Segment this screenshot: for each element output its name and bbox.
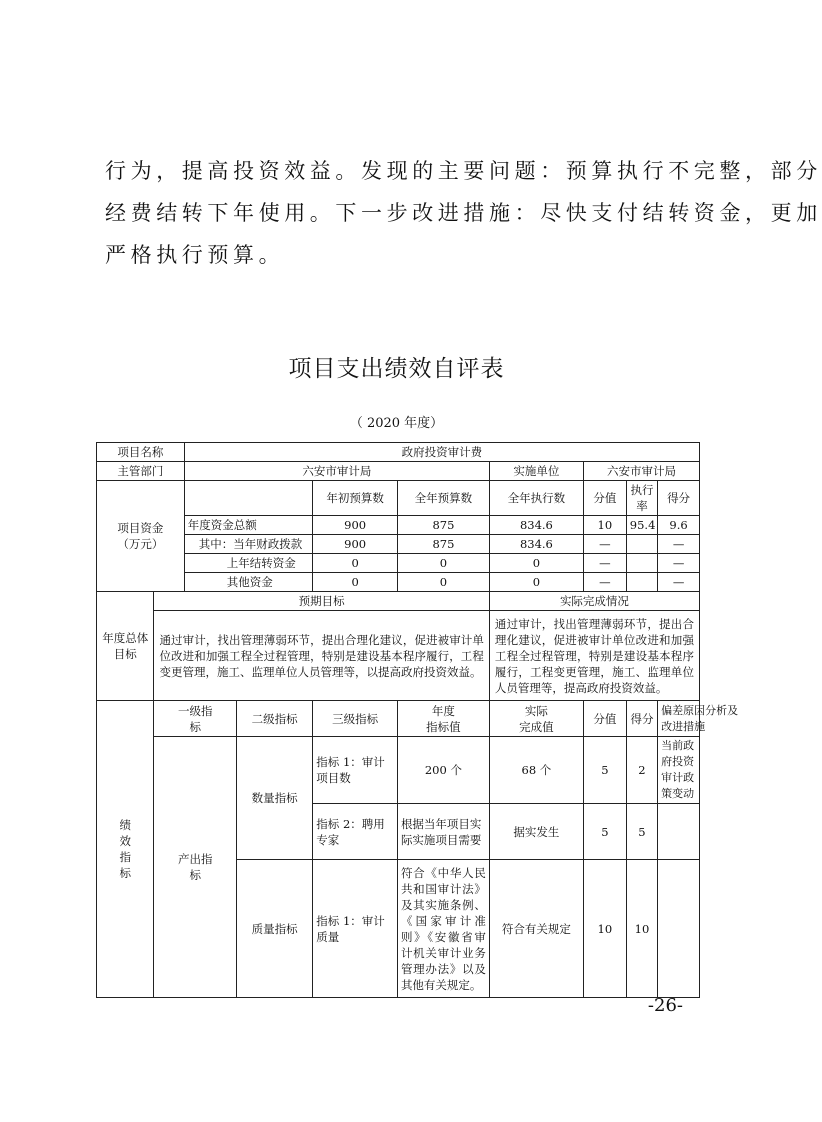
actual-text: 通过审计，找出管理薄弱环节，提出合理化建议，促进被审计单位改进和加强工程全过程管理，特别是建设基本程序履行，工程变更管理，施工、监理单位人员管理等，提高政府投资效益。 (489, 611, 699, 701)
fund-row-label: 其中：当年财政拨款 (184, 535, 313, 554)
table-row (97, 516, 700, 535)
fund-cell (626, 554, 657, 573)
fund-header: 得分 (658, 481, 700, 516)
note-cell (658, 804, 700, 860)
fund-cell: 10 (583, 516, 626, 535)
fund-cell: 0 (397, 554, 489, 573)
fund-header: 全年预算数 (397, 481, 489, 516)
table-title: 项目支出绩效自评表 (288, 356, 505, 382)
fund-cell (626, 535, 657, 554)
fund-cell: — (658, 535, 700, 554)
goal-label: 年度总体 目标 (97, 592, 154, 701)
fund-cell: 0 (489, 554, 583, 573)
table-row (97, 701, 700, 737)
table-row (97, 481, 700, 516)
perf-header: 偏差原因分析及 改进措施 (658, 701, 700, 737)
perf-header: 年度 指标值 (397, 701, 489, 737)
perf-header: 分值 (583, 701, 626, 737)
actual-cell: 68 个 (489, 737, 583, 804)
table-row (97, 592, 700, 611)
project-name-label: 项目名称 (97, 443, 185, 462)
performance-table (96, 442, 739, 998)
fund-cell: — (658, 573, 700, 592)
level2-cell: 质量指标 (237, 860, 313, 998)
table-row (97, 611, 700, 701)
fund-cell: 900 (313, 535, 398, 554)
note-cell: 当前政府投资审计政策变动 (658, 737, 700, 804)
table-row (97, 573, 700, 592)
level2-cell: 数量指标 (237, 737, 313, 860)
score-cell: 5 (583, 804, 626, 860)
impl-label: 实施单位 (489, 462, 583, 481)
intro-line: 经费结转下年使用。下一步改进措施：尽快支付结转资金，更加 (105, 201, 822, 225)
fund-cell: 875 (397, 535, 489, 554)
fund-cell: 0 (489, 573, 583, 592)
fund-cell: — (658, 554, 700, 573)
fund-cell: 834.6 (489, 516, 583, 535)
fund-row-label: 上年结转资金 (184, 554, 313, 573)
got-cell: 10 (626, 860, 657, 998)
fund-cell: 95.4 (626, 516, 657, 535)
intro-paragraph (105, 150, 822, 276)
actual-cell: 据实发生 (489, 804, 583, 860)
score-cell: 10 (583, 860, 626, 998)
table-row (97, 737, 700, 804)
perf-header: 一级指 标 (154, 701, 237, 737)
level3-cell: 指标 1：审计项目数 (313, 737, 398, 804)
note-cell (658, 860, 700, 998)
actual-label: 实际完成情况 (489, 592, 699, 611)
fund-row-label: 年度资金总额 (184, 516, 313, 535)
intro-line: 行为，提高投资效益。发现的主要问题：预算执行不完整，部分 (105, 159, 822, 183)
perf-header: 得分 (626, 701, 657, 737)
expected-text: 通过审计，找出管理薄弱环节，提出合理化建议，促进被审计单位改进和加强工程全过程管理，特别是建设基本程序履行，工程变更管理，施工、监理单位人员管理等，以提高政府投资效益。 (154, 611, 489, 701)
table-row (97, 554, 700, 573)
level3-cell: 指标 1：审计质量 (313, 860, 398, 998)
fund-cell: — (583, 554, 626, 573)
perf-header: 三级指标 (313, 701, 398, 737)
fund-cell: — (583, 535, 626, 554)
fund-cell: 0 (397, 573, 489, 592)
fund-header: 全年执行数 (489, 481, 583, 516)
project-name: 政府投资审计费 (184, 443, 699, 462)
perf-label: 绩 效 指 标 (97, 701, 154, 998)
impl: 六安市审计局 (583, 462, 699, 481)
perf-header: 二级指标 (237, 701, 313, 737)
table-row (97, 462, 700, 481)
fund-cell: 834.6 (489, 535, 583, 554)
expected-label: 预期目标 (154, 592, 489, 611)
page-number: -26- (647, 995, 683, 1016)
fund-label: 项目资金 （万元） (97, 481, 185, 592)
fund-cell: 0 (313, 554, 398, 573)
target-cell: 根据当年项目实际实施项目需要 (397, 804, 489, 860)
target-cell: 符合《中华人民共和国审计法》及其实施条例、《国家审计准则》《安徽省审计机关审计业务管理办法》以及其他有关规定。 (397, 860, 489, 998)
fund-header: 执行率 (626, 481, 657, 516)
got-cell: 2 (626, 737, 657, 804)
level1-cell: 产出指 标 (154, 737, 237, 998)
score-cell: 5 (583, 737, 626, 804)
fund-cell (626, 573, 657, 592)
dept: 六安市审计局 (184, 462, 489, 481)
fund-cell: 9.6 (658, 516, 700, 535)
fund-header: 分值 (583, 481, 626, 516)
perf-header: 实际 完成值 (489, 701, 583, 737)
table-row (97, 535, 700, 554)
fund-cell: 0 (313, 573, 398, 592)
table-row (97, 443, 700, 462)
fund-row-label: 其他资金 (184, 573, 313, 592)
actual-cell: 符合有关规定 (489, 860, 583, 998)
target-cell: 200 个 (397, 737, 489, 804)
fund-cell: 875 (397, 516, 489, 535)
got-cell: 5 (626, 804, 657, 860)
year-label: （ 2020 年度） (349, 416, 444, 431)
intro-line: 严格执行预算。 (105, 243, 285, 267)
fund-header: 年初预算数 (313, 481, 398, 516)
level3-cell: 指标 2：聘用专家 (313, 804, 398, 860)
fund-cell: 900 (313, 516, 398, 535)
dept-label: 主管部门 (97, 462, 185, 481)
fund-cell: — (583, 573, 626, 592)
